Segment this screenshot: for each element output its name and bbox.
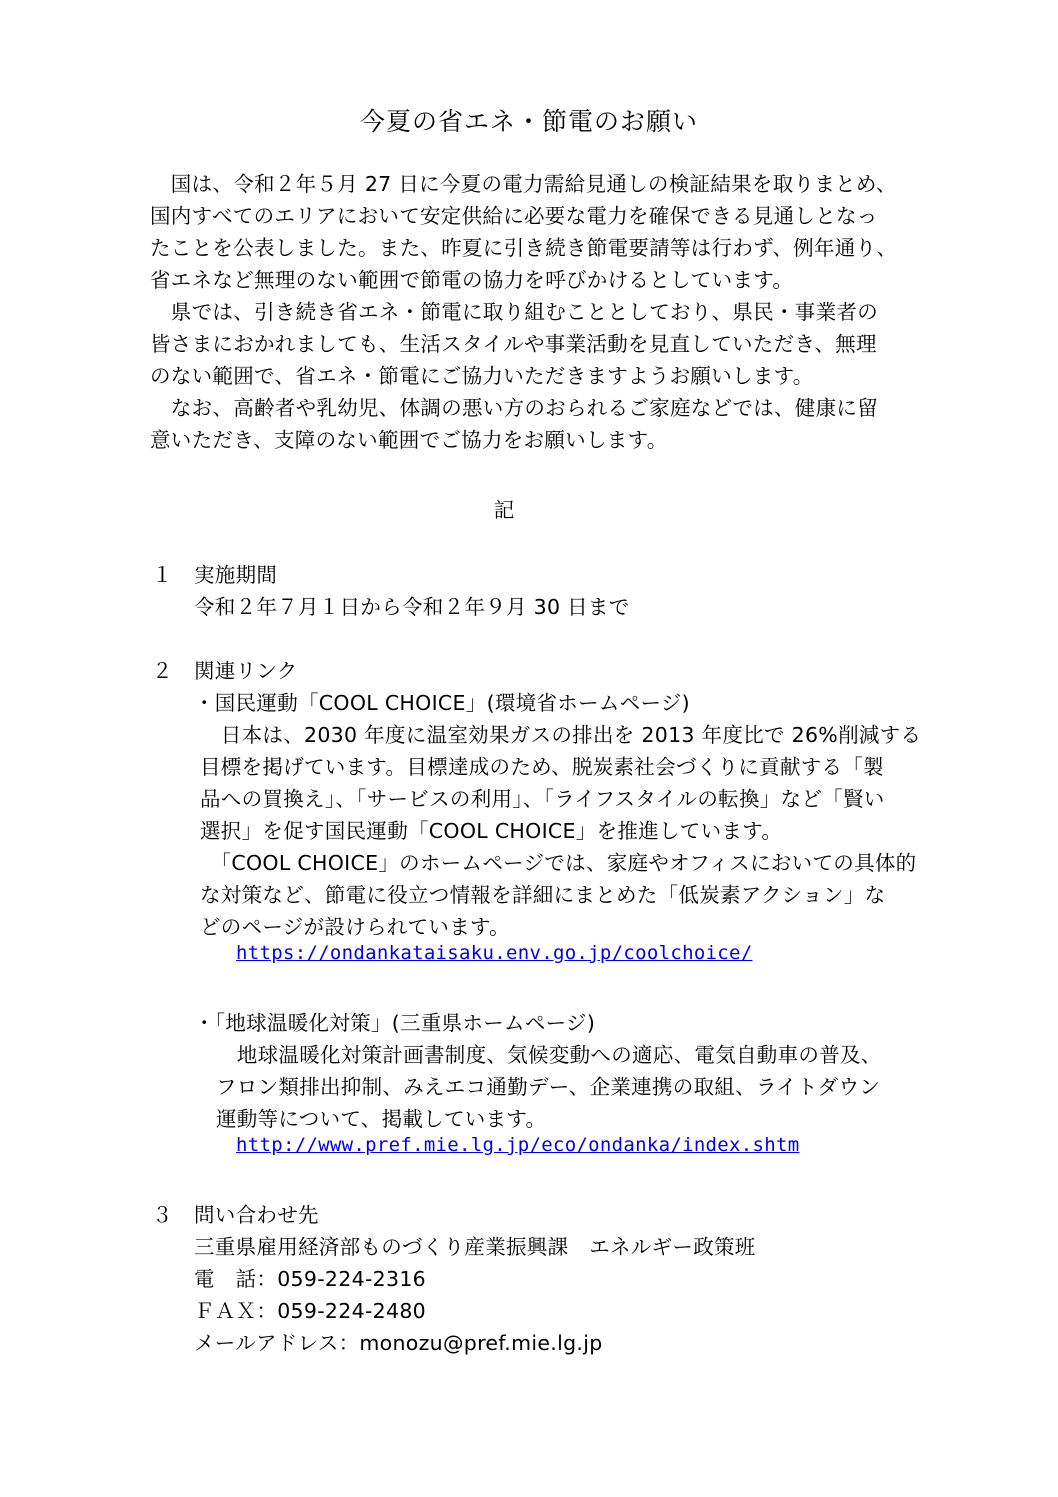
contact-tel: 電 話：059-224-2316 (194, 1267, 427, 1291)
contact-fax: ＦＡＸ：059-224-2480 (194, 1299, 427, 1323)
contact-mail: メールアドレス：monozu@pref.mie.lg.jp (194, 1331, 603, 1355)
intro-line: なお、高齢者や乳幼児、体調の悪い方のおられるご家庭などでは、健康に留 (150, 396, 878, 420)
cool-choice-line: 目標を掲げています。目標達成のため、脱炭素社会づくりに貢献する「製 (200, 755, 884, 779)
intro-line: 意いただき、支障のない範囲でご協力をお願いします。 (150, 428, 668, 452)
mie-line: 運動等について、掲載しています。 (216, 1107, 547, 1131)
mie-line: フロン類排出抑制、みえエコ通勤デー、企業連携の取組、ライトダウン (216, 1075, 881, 1099)
mie-title: ・「地球温暖化対策」(三重県ホームページ) (194, 1011, 596, 1035)
section-2-heading: 関連リンク (194, 659, 298, 683)
cool-choice-link[interactable]: https://ondankataisaku.env.go.jp/coolchoice/ (236, 942, 753, 964)
section-1-heading: 実施期間 (194, 563, 278, 587)
cool-choice-line: な対策など、節電に役立つ情報を詳細にまとめた「低炭素アクション」な (200, 883, 886, 907)
cool-choice-title: ・国民運動「COOL CHOICE」(環境省ホームページ) (194, 691, 690, 715)
section-3-heading: 問い合わせ先 (194, 1203, 319, 1227)
intro-line: たことを公表しました。また、昨夏に引き続き節電要請等は行わず、例年通り、 (150, 236, 898, 260)
ki-marker: 記 (493, 498, 515, 522)
section-2-number: ２ (152, 659, 173, 683)
section-3-number: ３ (152, 1203, 173, 1227)
page-title: 今夏の省エネ・節電のお願い (359, 107, 698, 136)
section-1-number: １ (152, 563, 173, 587)
cool-choice-line: 選択」を促す国民運動「COOL CHOICE」を推進しています。 (200, 819, 783, 843)
intro-line: 省エネなど無理のない範囲で節電の協力を呼びかけるとしています。 (150, 268, 794, 292)
section-1-body: 令和２年７月１日から令和２年９月 30 日まで (194, 595, 630, 619)
cool-choice-line: どのページが設けられています。 (200, 915, 510, 939)
intro-line: 国は、令和２年５月 27 日に今夏の電力需給見通しの検証結果を取りまとめ、 (150, 172, 897, 196)
intro-line: のない範囲で、省エネ・節電にご協力いただきますようお願いします。 (150, 364, 814, 388)
intro-line: 県では、引き続き省エネ・節電に取り組むこととしており、県民・事業者の (150, 300, 878, 324)
mie-link[interactable]: http://www.pref.mie.lg.jp/eco/ondanka/index.shtm (236, 1134, 800, 1156)
intro-line: 国内すべてのエリアにおいて安定供給に必要な電力を確保できる見通しとなっ (150, 204, 878, 228)
intro-line: 皆さまにおかれましても、生活スタイルや事業活動を見直していただき、無理 (150, 332, 877, 356)
cool-choice-line: 日本は、2030 年度に温室効果ガスの排出を 2013 年度比で 26%削減する (200, 723, 922, 747)
cool-choice-line: 「COOL CHOICE」のホームページでは、家庭やオフィスにおいての具体的 (200, 851, 917, 875)
mie-line: 地球温暖化対策計画書制度、気候変動への適応、電気自動車の普及、 (216, 1043, 882, 1067)
contact-dept: 三重県雇用経済部ものづくり産業振興課 エネルギー政策班 (194, 1235, 756, 1259)
cool-choice-line: 品への買換え」、「サービスの利用」、「ライフスタイルの転換」など「賢い (200, 787, 885, 811)
